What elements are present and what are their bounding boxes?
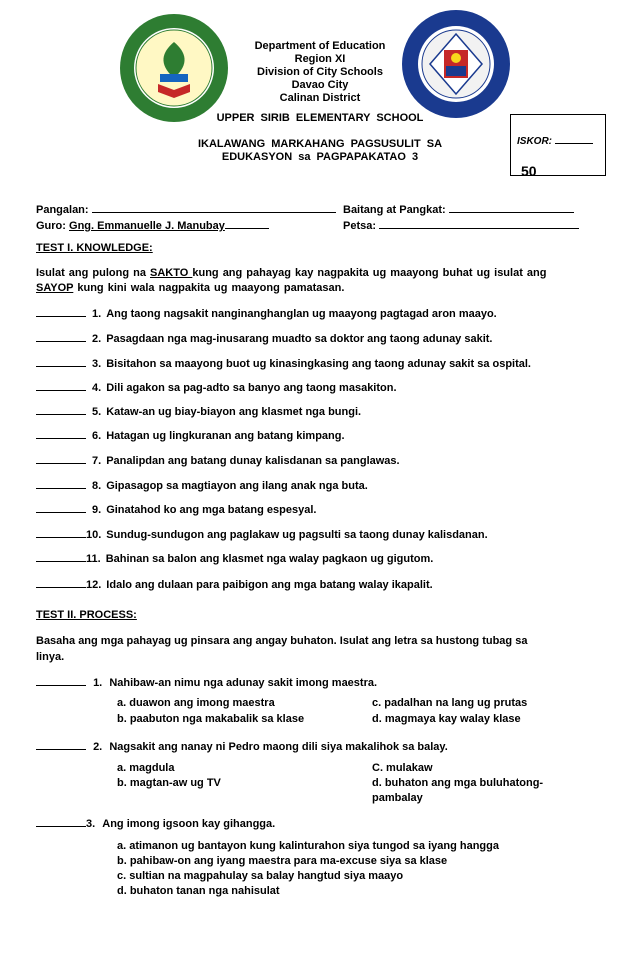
test1-instructions: Isulat ang pulong na SAKTO kung ang pahayag kay nagpakita ug maayong buhat ug isulat ang SAYOP kung kini wala nagpakita ug maayong pamatasan. bbox=[36, 267, 547, 294]
item-number: 1. bbox=[92, 308, 102, 320]
item-text: Ginatahod ko ang mga batang espesyal. bbox=[106, 504, 317, 516]
test1-item bbox=[36, 331, 493, 345]
test1-item bbox=[36, 380, 397, 394]
division-name: Division of City Schools bbox=[257, 66, 383, 78]
option-c: C. mulakaw bbox=[372, 762, 433, 774]
item-text: Dili agakon sa pag-adto sa banyo ang taong masakiton. bbox=[106, 382, 397, 394]
test1-item bbox=[36, 527, 488, 541]
item-text: Gipasagop sa magtiayon ang ilang anak nga buta. bbox=[106, 480, 368, 492]
school-name: UPPER SIRIB ELEMENTARY SCHOOL bbox=[216, 112, 424, 124]
item-number: 8. bbox=[92, 480, 102, 492]
item-number: 11. bbox=[86, 553, 101, 565]
item-text: Bahinan sa balon ang klasmet nga walay pagkaon ug gigutom. bbox=[105, 553, 434, 565]
item-number: 3. bbox=[92, 358, 102, 370]
name-label: Pangalan: bbox=[36, 204, 89, 216]
test1-item bbox=[36, 356, 531, 370]
date-label: Petsa: bbox=[343, 220, 377, 232]
grade-label: Baitang at Pangkat: bbox=[343, 204, 446, 216]
test1-item bbox=[36, 551, 433, 565]
test1-item bbox=[36, 453, 400, 467]
grade-field[interactable] bbox=[449, 202, 574, 213]
test1-item bbox=[36, 306, 497, 320]
item-number: 10. bbox=[86, 529, 102, 541]
answer-blank[interactable] bbox=[36, 502, 86, 513]
option-d: d. buhaton ang mga buluhatong- bbox=[372, 777, 544, 789]
item-text: Pasagdaan nga mag-inusarang muadto sa doktor ang taong adunay sakit. bbox=[106, 333, 493, 345]
test2-title: TEST II. PROCESS: bbox=[36, 609, 137, 621]
answer-blank[interactable] bbox=[36, 551, 86, 562]
test1-title: TEST I. KNOWLEDGE: bbox=[36, 242, 153, 254]
answer-blank[interactable] bbox=[36, 356, 86, 367]
option-c: c. sultian na magpahulay sa balay hangtud siya maayo bbox=[117, 870, 404, 882]
option-a: a. atimanon ug bantayon kung kalinturahon siya tungod sa iyang hangga bbox=[117, 840, 499, 852]
test2-question-1: 1. Nahibaw-an nimu nga adunay sakit imong maestra. bbox=[36, 675, 377, 689]
answer-blank[interactable] bbox=[36, 331, 86, 342]
name-field[interactable] bbox=[92, 202, 336, 213]
item-number: 4. bbox=[92, 382, 102, 394]
item-text: Ang taong nagsakit nanginanghanglan ug maayong pagtagad aron maayo. bbox=[106, 308, 497, 320]
school-seal-logo bbox=[118, 12, 230, 124]
option-a: a. magdula bbox=[117, 762, 175, 774]
test2-instructions: Basaha ang mga pahayag ug pinsara ang angay buhaton. Isulat ang letra sa hustong tubag sa linya. bbox=[36, 635, 528, 663]
item-text: Panalipdan ang batang dunay kalisdanan sa panglawas. bbox=[106, 455, 400, 467]
teacher-name: Gng. Emmanuelle J. Manubay bbox=[69, 220, 225, 232]
answer-blank[interactable] bbox=[36, 404, 86, 415]
score-total: 50 bbox=[521, 163, 537, 177]
item-number: 12. bbox=[86, 579, 102, 591]
item-text: Kataw-an ug biay-biayon ang klasmet nga bungi. bbox=[106, 406, 362, 418]
answer-blank[interactable] bbox=[36, 577, 86, 588]
region-name: Region XI bbox=[294, 53, 346, 65]
exam-title-line1: IKALAWANG MARKAHANG PAGSUSULIT SA bbox=[197, 138, 443, 150]
test1-item bbox=[36, 428, 345, 442]
test1-item bbox=[36, 502, 316, 516]
item-number: 6. bbox=[92, 430, 102, 442]
date-field[interactable] bbox=[379, 218, 579, 229]
item-number: 9. bbox=[92, 504, 102, 516]
item-number: 5. bbox=[92, 406, 102, 418]
item-number: 7. bbox=[92, 455, 102, 467]
option-d: d. magmaya kay walay klase bbox=[372, 713, 521, 725]
answer-blank[interactable] bbox=[36, 739, 86, 750]
answer-blank[interactable] bbox=[36, 453, 86, 464]
item-text: Hatagan ug lingkuranan ang batang kimpang. bbox=[106, 430, 345, 442]
answer-blank[interactable] bbox=[36, 675, 86, 686]
option-b: b. magtan-aw ug TV bbox=[117, 777, 221, 789]
score-box bbox=[510, 114, 606, 176]
district-name: Calinan District bbox=[279, 92, 361, 104]
exam-title-line2: EDUKASYON sa PAGPAPAKATAO 3 bbox=[221, 151, 419, 163]
test2-question-2: 2. Nagsakit ang nanay ni Pedro maong dili siya makalihok sa balay. bbox=[36, 739, 448, 753]
test2-question-3: 3. Ang imong igsoon kay gihangga. bbox=[36, 816, 275, 830]
item-text: Idalo ang dulaan para paibigon ang mga batang walay ikapalit. bbox=[106, 579, 433, 591]
city-name: Davao City bbox=[291, 79, 349, 91]
answer-blank[interactable] bbox=[36, 428, 86, 439]
dept-name: Department of Education bbox=[254, 40, 386, 52]
option-c: c. padalhan na lang ug prutas bbox=[372, 697, 528, 709]
option-b: b. paabuton nga makabalik sa klase bbox=[117, 713, 305, 725]
teacher-label: Guro: bbox=[36, 220, 66, 232]
answer-blank[interactable] bbox=[36, 816, 86, 827]
score-label: ISKOR: bbox=[517, 136, 552, 147]
item-number: 2. bbox=[92, 333, 102, 345]
answer-blank[interactable] bbox=[36, 306, 86, 317]
item-text: Sundug-sundugon ang paglakaw ug pagsulti sa taong dunay kalisdanan. bbox=[106, 529, 488, 541]
test1-item bbox=[36, 478, 368, 492]
answer-blank[interactable] bbox=[36, 380, 86, 391]
option-b: b. pahibaw-on ang iyang maestra para ma-excuse siya sa klase bbox=[117, 855, 448, 867]
option-d: d. buhaton tanan nga nahisulat bbox=[117, 885, 280, 897]
option-a: a. duawon ang imong maestra bbox=[117, 697, 275, 709]
answer-blank[interactable] bbox=[36, 478, 86, 489]
test1-item bbox=[36, 577, 433, 591]
option-d-continued: pambalay bbox=[372, 792, 423, 804]
answer-blank[interactable] bbox=[36, 527, 86, 538]
test1-item bbox=[36, 404, 361, 418]
item-text: Bisitahon sa maayong buot ug kinasingkasing ang taong adunay sakit sa ospital. bbox=[106, 358, 531, 370]
